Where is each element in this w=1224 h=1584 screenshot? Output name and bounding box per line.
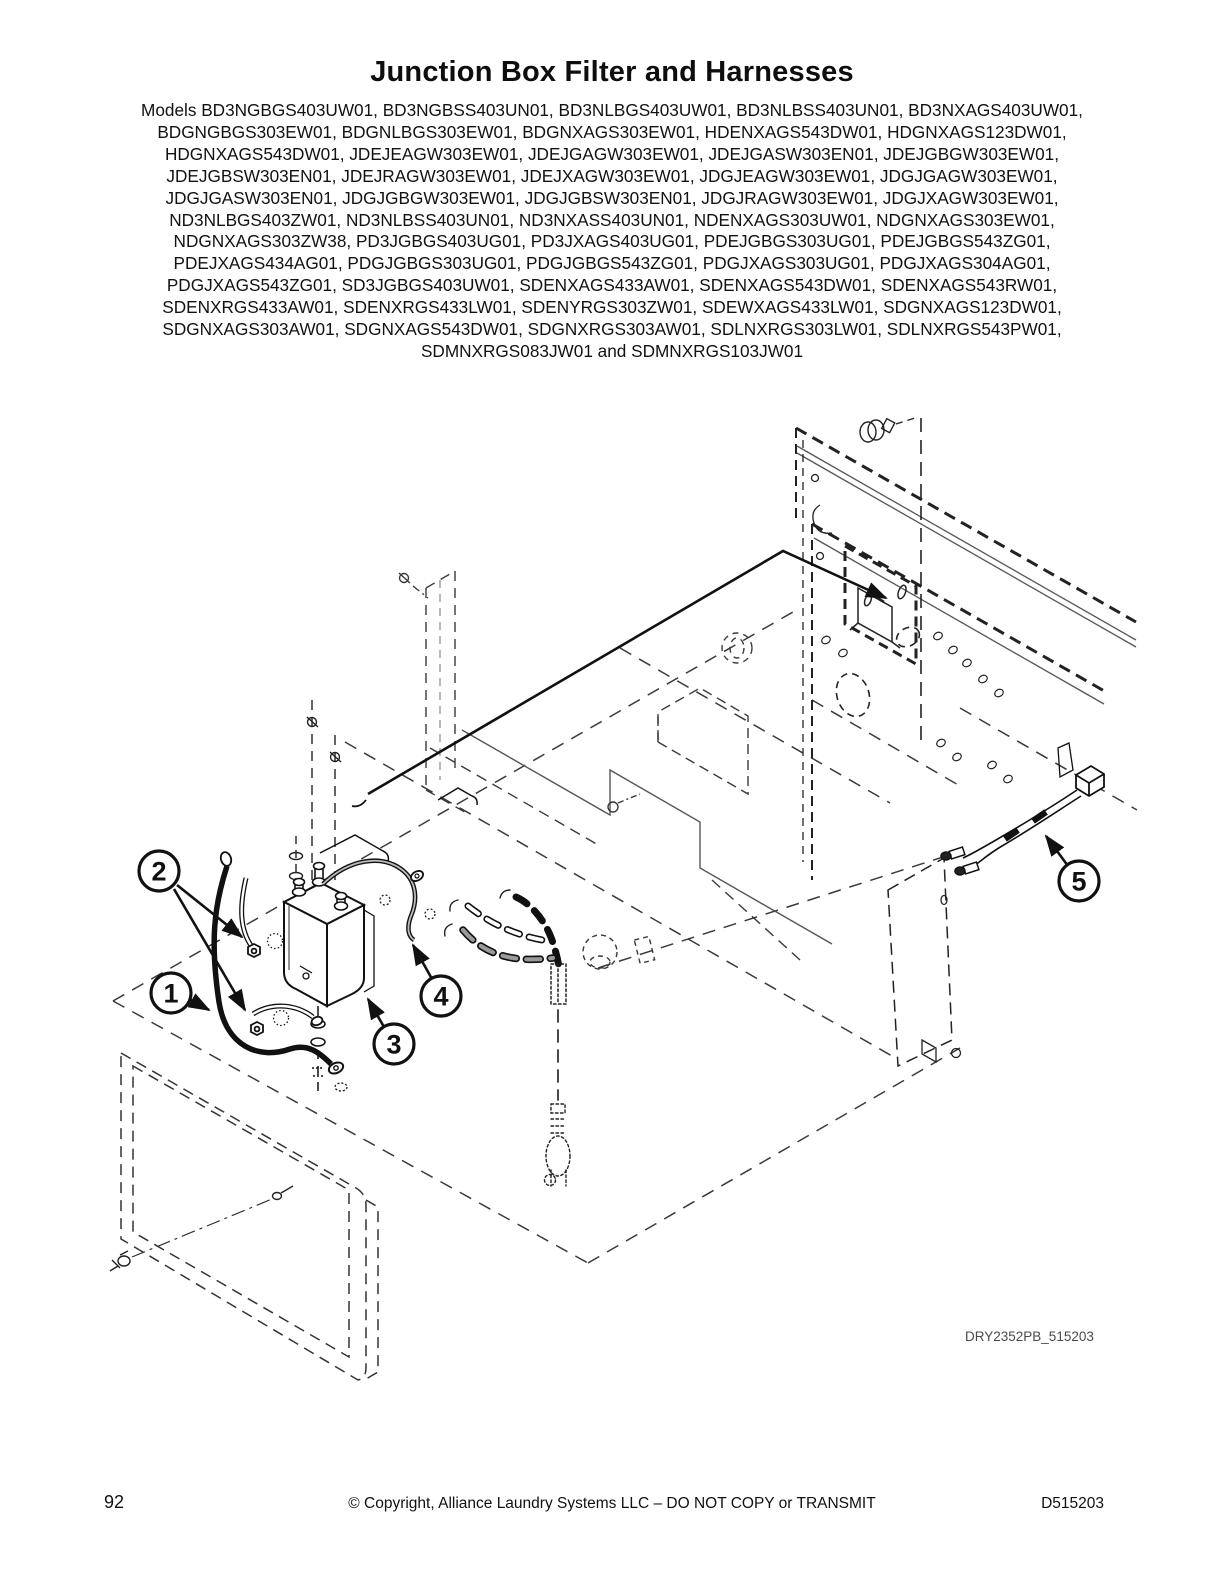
models-line: JDGJGASW303EN01, JDGJGBGW303EW01, JDGJGBSW303EN01, JDGJRAGW303EW01, JDGJXAGW303EW01, — [165, 187, 1059, 208]
models-line: HDGNXAGS543DW01, JDEJEAGW303EW01, JDEJGAGW303EW01, JDEJGASW303EN01, JDEJGBGW303EW01, — [164, 143, 1060, 164]
models-line: ND3NLBGS403ZW01, ND3NLBSS403UN01, ND3NXASS403UN01, NDENXAGS303UW01, NDGNXAGS303EW01, — [169, 209, 1055, 230]
models-line: PDGJXAGS543ZG01, SD3JGBGS403UW01, SDENXAGS433AW01, SDENXAGS543DW01, SDENXAGS543RW01, — [166, 275, 1058, 296]
models-line: PDEJXAGS434AG01, PDGJGBGS303UG01, PDGJGBGS543ZG01, PDGJXAGS303UG01, PDGJXAGS304AG01, — [173, 253, 1051, 274]
callout-3 — [368, 999, 414, 1064]
page-number: 92 — [104, 1492, 125, 1512]
models-line: SDENXRGS433AW01, SDENXRGS433LW01, SDENYRGS303ZW01, SDEWXAGS433LW01, SDGNXAGS123DW01, — [162, 297, 1062, 318]
document-number: D515203 — [1041, 1495, 1104, 1512]
svg-text:3: 3 — [386, 1029, 402, 1060]
leader-arrow-to-panel — [352, 551, 886, 806]
svg-text:2: 2 — [151, 856, 167, 887]
rear-panel-assembly — [796, 417, 1136, 1066]
strain-relief-bushing — [860, 417, 918, 442]
harness-connector — [1076, 766, 1104, 796]
page-title: Junction Box Filter and Harnesses — [370, 56, 854, 88]
models-line: JDEJGBSW303EN01, JDEJRAGW303EW01, JDEJXAGW303EW01, JDGJEAGW303EW01, JDGJGAGW303EW01, — [166, 165, 1058, 186]
ghost-harness-chains — [445, 890, 570, 1186]
base-plane-outline — [113, 612, 1137, 1263]
models-line: SDGNXAGS303AW01, SDGNXAGS543DW01, SDGNXRGS303AW01, SDLNXRGS303LW01, SDLNXRGS543PW01, — [162, 319, 1062, 340]
support-leg — [888, 858, 952, 1066]
access-panel — [121, 1053, 378, 1380]
ground-nuts — [248, 944, 263, 1035]
harness-terminals — [941, 847, 979, 875]
callout-4 — [413, 945, 461, 1016]
ghost-terminal — [545, 1104, 571, 1186]
callout-1 — [151, 973, 209, 1013]
svg-text:1: 1 — [163, 978, 179, 1009]
models-line: SDMNXRGS083JW01 and SDMNXRGS103JW01 — [420, 340, 804, 361]
diagram-reference-label: DRY2352PB_515203 — [965, 1329, 1094, 1344]
models-line: Models BD3NGBGS403UW01, BD3NGBSS403UN01, BD3NLBGS403UW01, BD3NLBSS403UN01, BD3NXAGS403UW01, — [141, 100, 1083, 120]
copyright-notice: © Copyright, Alliance Laundry Systems LLC – DO NOT COPY or TRANSMIT — [348, 1495, 876, 1512]
svg-text:5: 5 — [1071, 866, 1087, 897]
sensor-harness — [941, 743, 1104, 875]
callout-5 — [1046, 836, 1099, 901]
models-line: NDGNXAGS303ZW38, PD3JGBGS403UG01, PD3JXAGS403UG01, PDEJGBGS303UG01, PDEJGBGS543ZG01, — [173, 231, 1051, 252]
svg-text:4: 4 — [433, 981, 449, 1012]
models-line: BDGNGBGS303EW01, BDGNLBGS303EW01, BDGNXAGS303EW01, HDENXAGS543DW01, HDGNXAGS123DW01, — [157, 121, 1067, 142]
bulkhead-channel — [399, 571, 832, 969]
